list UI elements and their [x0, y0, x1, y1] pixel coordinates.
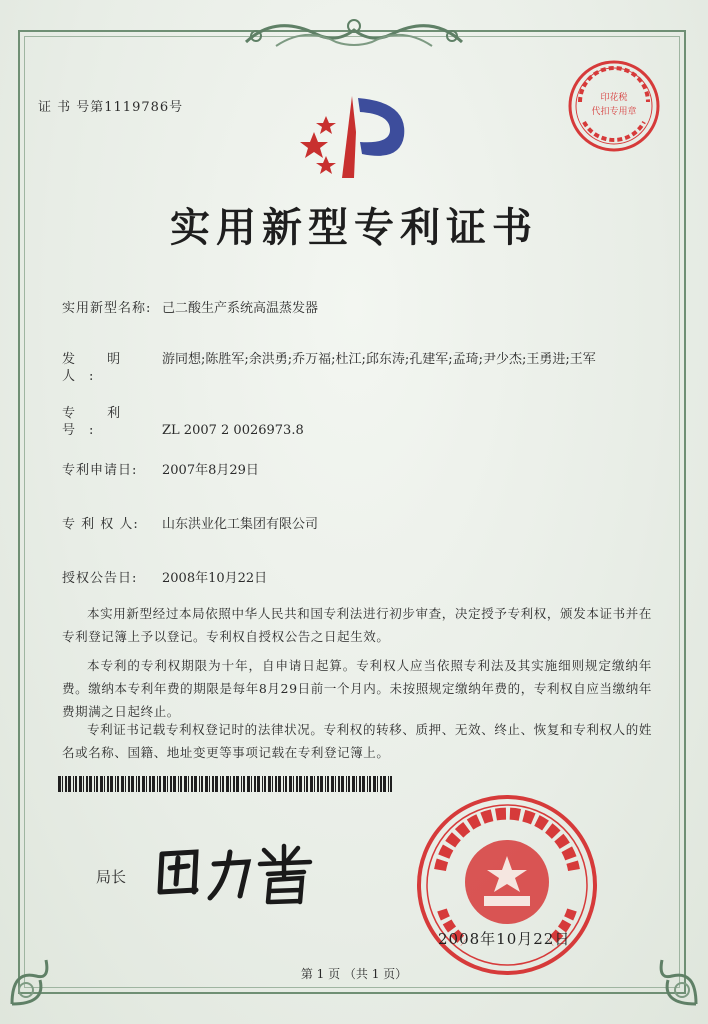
barcode-bar [296, 776, 298, 792]
barcode-bar [152, 776, 155, 792]
barcode-bar [236, 776, 239, 792]
barcode-bar [62, 776, 63, 792]
barcode-bar [184, 776, 187, 792]
barcode-bar [75, 776, 77, 792]
announce-date-value: 2008年10月22日 [162, 571, 268, 586]
barcode-bar [201, 776, 203, 792]
barcode-bar [178, 776, 179, 792]
barcode-bar [247, 776, 250, 792]
barcode-bar [209, 776, 210, 792]
sipo-logo-icon [296, 92, 416, 184]
barcode-bar [117, 776, 119, 792]
barcode-bar [356, 776, 357, 792]
svg-text:代扣专用章: 代扣专用章 [591, 107, 637, 117]
barcode-icon [58, 776, 398, 792]
barcode-bar [335, 776, 336, 792]
barcode-bar [264, 776, 266, 792]
barcode-bar [125, 776, 126, 792]
barcode-bar [107, 776, 109, 792]
barcode-bar [257, 776, 260, 792]
barcode-bar [289, 776, 292, 792]
barcode-bar [180, 776, 182, 792]
barcode-bar [73, 776, 74, 792]
paragraph-term: 本专利的专利权期限为十年，自申请日起算。专利权人应当依照专利法及其实施细则规定缴纳年费。缴纳本专利年费的期限是每年8月29日前一个月内。未按照规定缴纳年费的，专利权自应当缴纳年费期满之日起终止。 [62, 658, 652, 719]
barcode-bar [327, 776, 329, 792]
patent-number-value: ZL 2007 2 0026973.8 [162, 423, 304, 438]
barcode-bar [212, 776, 214, 792]
barcode-bar [167, 776, 168, 792]
patent-holder-label: 专 利 权 人: [62, 517, 139, 532]
page-number: 第 1 页 （共 1 页） [300, 967, 408, 981]
barcode-bar [283, 776, 284, 792]
barcode-bar [254, 776, 256, 792]
sipo-official-seal-icon [412, 790, 602, 980]
barcode-bar [367, 776, 368, 792]
barcode-bar [110, 776, 113, 792]
barcode-bar [199, 776, 200, 792]
barcode-bar [205, 776, 208, 792]
filing-date-value: 2007年8月29日 [162, 463, 259, 478]
barcode-bar [275, 776, 277, 792]
barcode-bar [128, 776, 130, 792]
barcode-bar [149, 776, 151, 792]
filing-date-row [62, 462, 259, 479]
barcode-bar [262, 776, 263, 792]
announce-date-row [62, 570, 267, 587]
barcode-bar [100, 776, 103, 792]
utility-model-name-label: 实用新型名称: [62, 301, 152, 316]
paragraph-legal-status: 专利证书记载专利权登记时的法律状况。专利权的转移、质押、无效、终止、恢复和专利权人的姓名或名称、国籍、地址变更等事项记载在专利登记簿上。 [62, 722, 652, 760]
barcode-bar [188, 776, 189, 792]
director-label: 局长 [96, 868, 127, 886]
inventor-row [62, 351, 162, 385]
barcode-bar [136, 776, 137, 792]
patent-holder-row [62, 516, 318, 533]
patent-number-row [62, 405, 304, 439]
certificate-title: 实用新型专利证书 [170, 205, 538, 251]
tax-stamp-icon [566, 58, 662, 154]
barcode-bar [194, 776, 197, 792]
barcode-bar [86, 776, 88, 792]
barcode-bar [243, 776, 245, 792]
barcode-bar [251, 776, 252, 792]
barcode-bar [89, 776, 92, 792]
barcode-bar [320, 776, 323, 792]
utility-model-name-row [62, 300, 318, 317]
top-ornament-icon [236, 12, 472, 54]
barcode-bar [170, 776, 172, 792]
utility-model-name-value: 己二酸生产系统高温蒸发器 [162, 301, 319, 316]
barcode-bar [96, 776, 98, 792]
inventor-value: 游同想;陈胜军;余洪勇;乔万福;杜江;邱东涛;孔建军;孟琦;尹少杰;王勇进;王军 [162, 352, 596, 367]
barcode-bar [359, 776, 361, 792]
barcode-bar [68, 776, 71, 792]
barcode-bar [121, 776, 124, 792]
barcode-bar [222, 776, 224, 792]
barcode-bar [65, 776, 67, 792]
patent-holder-value: 山东洪业化工集团有限公司 [162, 517, 319, 532]
barcode-bar [157, 776, 158, 792]
barcode-bar [159, 776, 161, 792]
barcode-bar [373, 776, 376, 792]
barcode-bar [230, 776, 231, 792]
barcode-bar [173, 776, 176, 792]
barcode-bar [138, 776, 140, 792]
barcode-bar [377, 776, 378, 792]
barcode-bar [390, 776, 392, 792]
barcode-bar [58, 776, 61, 792]
barcode-bar [338, 776, 340, 792]
barcode-bar [278, 776, 281, 792]
barcode-bar [241, 776, 242, 792]
barcode-bar [352, 776, 355, 792]
barcode-bar [115, 776, 116, 792]
barcode-bar [215, 776, 218, 792]
barcode-bar [348, 776, 350, 792]
barcode-bar [306, 776, 308, 792]
barcode-bar [146, 776, 147, 792]
barcode-bar [331, 776, 334, 792]
patent-number-label: 专 利 号: [62, 406, 135, 438]
director-signature-icon [148, 836, 318, 906]
barcode-bar [163, 776, 166, 792]
barcode-bar [380, 776, 382, 792]
barcode-bar [317, 776, 319, 792]
inventor-label: 发 明 人: [62, 352, 135, 384]
paragraph-grant: 本实用新型经过本局依照中华人民共和国专利法进行初步审查，决定授予专利权，颁发本证书并在专利登记簿上予以登记。专利权自授权公告之日起生效。 [62, 606, 652, 644]
barcode-bar [79, 776, 82, 792]
barcode-bar [226, 776, 229, 792]
barcode-bar [299, 776, 302, 792]
barcode-bar [191, 776, 193, 792]
barcode-bar [220, 776, 221, 792]
barcode-bar [314, 776, 315, 792]
barcode-bar [104, 776, 105, 792]
barcode-bar [369, 776, 371, 792]
barcode-bar [293, 776, 294, 792]
barcode-bar [142, 776, 145, 792]
barcode-bar [346, 776, 347, 792]
barcode-bar [304, 776, 305, 792]
barcode-bar [83, 776, 84, 792]
announce-date-label: 授权公告日: [62, 571, 138, 586]
barcode-bar [325, 776, 326, 792]
barcode-bar [388, 776, 389, 792]
seal-date: 2008年10月22日 [438, 930, 571, 948]
barcode-bar [131, 776, 134, 792]
barcode-bar [383, 776, 386, 792]
certificate-number: 证 书 号第1119786号 [38, 100, 184, 115]
barcode-bar [341, 776, 344, 792]
svg-text:印花税: 印花税 [600, 93, 628, 103]
filing-date-label: 专利申请日: [62, 463, 138, 478]
barcode-bar [272, 776, 273, 792]
barcode-bar [285, 776, 287, 792]
barcode-bar [362, 776, 365, 792]
barcode-bar [233, 776, 235, 792]
barcode-bar [310, 776, 313, 792]
barcode-bar [268, 776, 271, 792]
barcode-bar [94, 776, 95, 792]
